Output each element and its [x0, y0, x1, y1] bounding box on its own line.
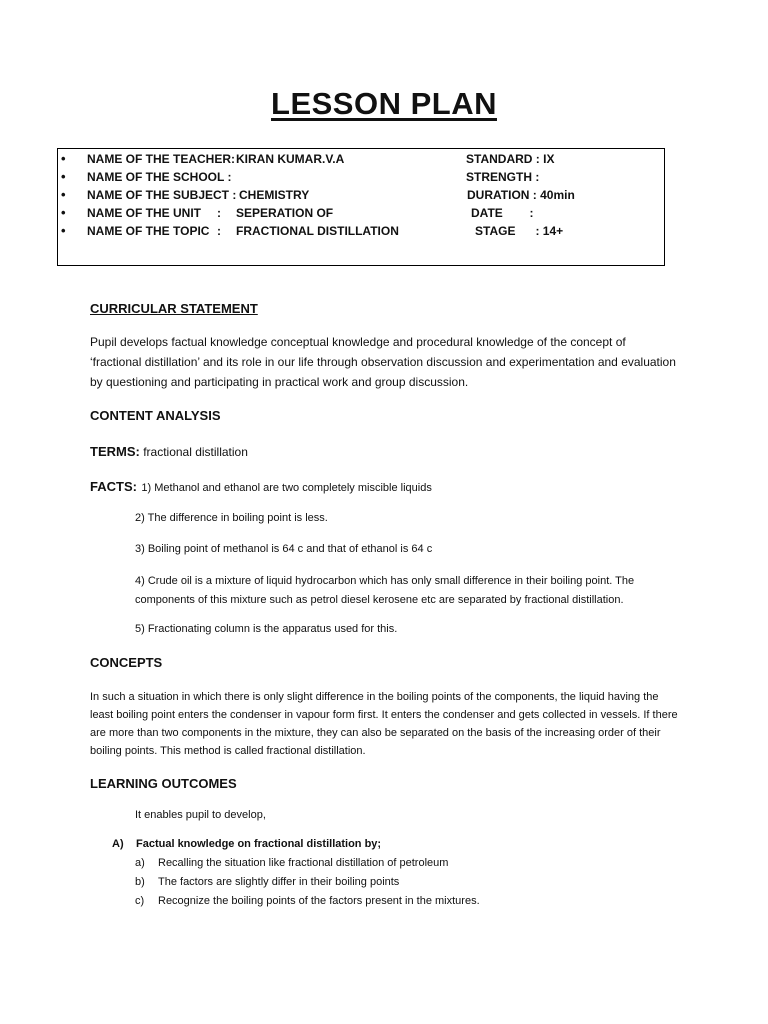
concepts-text: In such a situation in which there is only slight difference in the boiling points of the components, the liquid having the least boiling point enters the condenser in vapour form first. It enters the condenser and gets collected in vessels. If there are more than two components in the mixture, they can also be separated on the basis of the increasing order of their boiling points. This method is called fractional distillation. — [90, 691, 678, 757]
learning-outcomes-heading: LEARNING OUTCOMES — [90, 776, 237, 791]
terms-value: fractional distillation — [143, 445, 248, 459]
info-value: FRACTIONAL DISTILLATION — [236, 224, 399, 238]
outcome-section-letter: A) — [112, 838, 124, 850]
info-label: NAME OF THE UNIT — [87, 206, 201, 220]
lesson-info-box — [57, 148, 665, 266]
info-row-unit — [58, 206, 664, 224]
outcome-item-text: The factors are slightly differ in their boiling points — [158, 876, 400, 888]
outcome-item-text: Recognize the boiling points of the factors present in the mixtures. — [158, 895, 480, 907]
info-row-subject — [58, 188, 664, 206]
curricular-heading: CURRICULAR STATEMENT — [90, 301, 258, 316]
info-right-field: DATE : — [471, 206, 534, 220]
info-value: SEPERATION OF — [236, 206, 334, 220]
outcome-section-title: Factual knowledge on fractional distillation by; — [136, 838, 382, 850]
info-value: KIRAN KUMAR.V.A — [236, 152, 345, 166]
learning-outcomes-intro: It enables pupil to develop, — [135, 809, 266, 821]
info-right-field: STAGE : 14+ — [475, 224, 564, 238]
info-separator: : — [217, 224, 221, 238]
terms-line — [90, 444, 248, 459]
info-row-school — [58, 170, 664, 188]
bullet-icon: • — [61, 205, 66, 220]
info-right-field: STANDARD : IX — [466, 152, 555, 166]
terms-label: TERMS: — [90, 444, 140, 459]
info-value: CHEMISTRY — [239, 188, 310, 202]
fact-item: 2) The difference in boiling point is less. — [135, 512, 328, 524]
content-analysis-heading: CONTENT ANALYSIS — [90, 408, 221, 423]
bullet-icon: • — [61, 151, 66, 166]
fact-item: 5) Fractionating column is the apparatus used for this. — [135, 623, 398, 635]
outcome-item-letter: c) — [135, 895, 145, 907]
facts-label: FACTS: — [90, 479, 137, 494]
info-right-field: DURATION : 40min — [467, 188, 575, 202]
page-title: LESSON PLAN — [271, 86, 497, 121]
bullet-icon: • — [61, 169, 66, 184]
info-row-topic — [58, 224, 664, 242]
outcome-item-letter: b) — [135, 876, 145, 888]
info-row-teacher — [58, 152, 664, 170]
info-separator: : — [217, 206, 221, 220]
bullet-icon: • — [61, 223, 66, 238]
outcome-item-text: Recalling the situation like fractional distillation of petroleum — [158, 857, 449, 869]
info-label: NAME OF THE TEACHER: — [87, 152, 235, 166]
concepts-heading: CONCEPTS — [90, 655, 163, 670]
info-label: NAME OF THE SCHOOL : — [87, 170, 232, 184]
fact-line-1 — [90, 478, 432, 496]
outcome-item-letter: a) — [135, 857, 145, 869]
info-label: NAME OF THE SUBJECT : — [87, 188, 237, 202]
curricular-text: Pupil develops factual knowledge conceptual knowledge and procedural knowledge of the concept of ‘fractional distillation’ and its role in our life through observation discussion and experimentation and evaluation by questioning and participating in practical work and group discussion. — [90, 335, 676, 389]
fact-item: 4) Crude oil is a mixture of liquid hydrocarbon which has only small difference in their boiling point. The components of this mixture such as petrol diesel kerosene etc are separated by fractional distillation. — [135, 575, 635, 606]
info-right-field: STRENGTH : — [466, 170, 540, 184]
bullet-icon: • — [61, 187, 66, 202]
fact-item: 3) Boiling point of methanol is 64 c and that of ethanol is 64 c — [135, 543, 433, 555]
fact-item: 1) Methanol and ethanol are two completely miscible liquids — [141, 482, 432, 494]
info-label: NAME OF THE TOPIC — [87, 224, 210, 238]
